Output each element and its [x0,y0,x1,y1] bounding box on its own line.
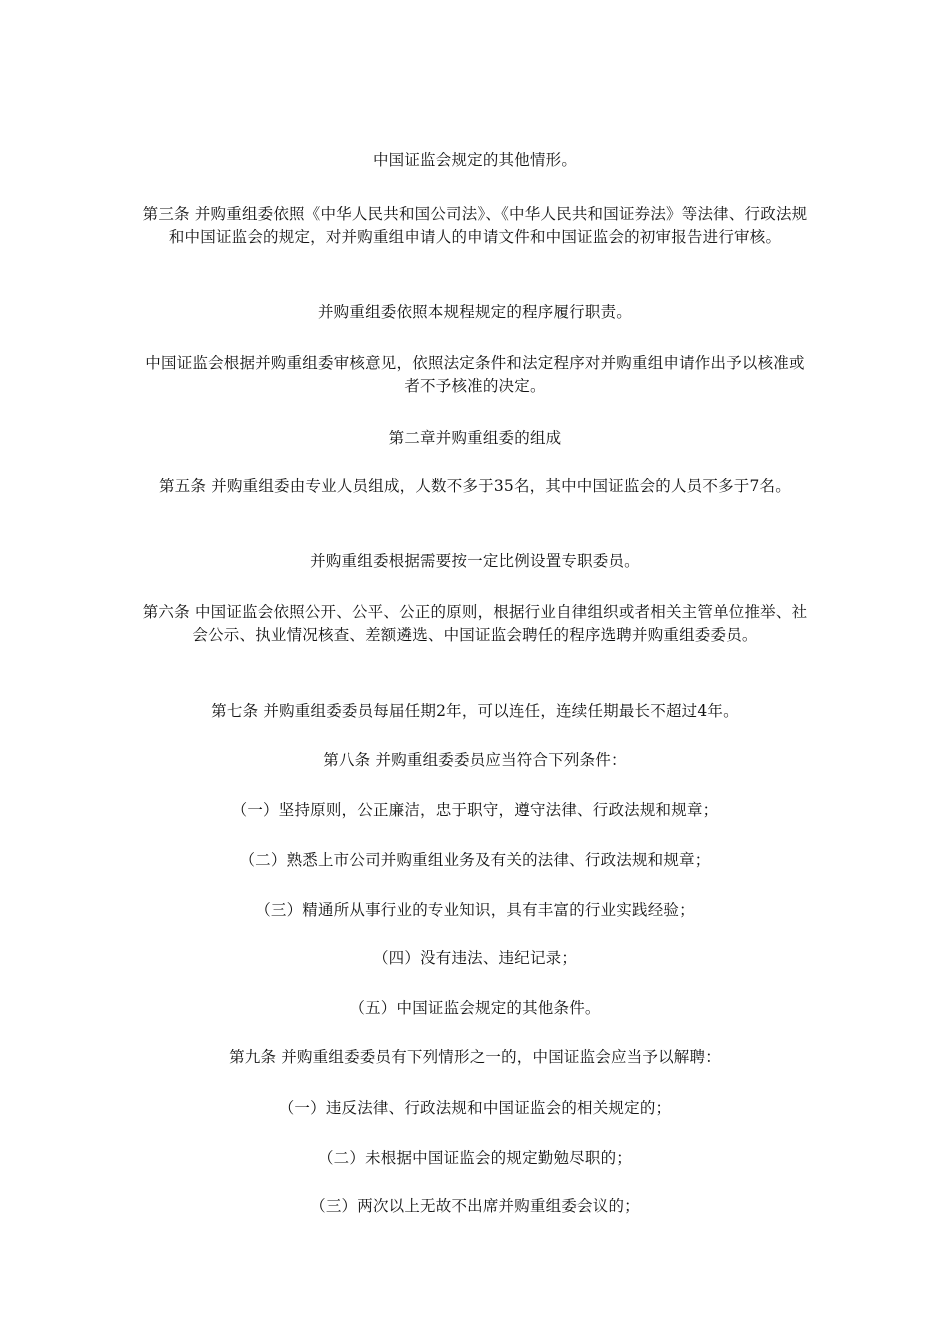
paragraph-csrc-decision: 中国证监会根据并购重组委审核意见，依照法定条件和法定程序对并购重组申请作出予以核准或者不予核准的决定。 [145,354,805,395]
list-item-condition-3: （三）精通所从事行业的专业知识，具有丰富的行业实践经验； [255,901,695,919]
list-item-condition-5: （五）中国证监会规定的其他条件。 [349,999,601,1017]
list-item-condition-1: （一）坚持原则，公正廉洁，忠于职守，遵守法律、行政法规和规章； [231,801,719,819]
paragraph-article-9: 第九条 并购重组委委员有下列情形之一的，中国证监会应当予以解聘： [229,1048,721,1066]
paragraph-article-7: 第七条 并购重组委委员每届任期2年，可以连任，连续任期最长不超过4年。 [211,702,739,720]
list-item-dismissal-3: （三）两次以上无故不出席并购重组委会议的； [310,1197,640,1215]
paragraph-article-3: 第三条 并购重组委依照《中华人民共和国公司法》、《中华人民共和国证券法》等法律、行政法规和中国证监会的规定，对并购重组申请人的申请文件和中国证监会的初审报告进行审核。 [142,205,808,246]
list-item-dismissal-2: （二）未根据中国证监会的规定勤勉尽职的； [317,1149,632,1167]
chapter-heading-2: 第二章并购重组委的组成 [388,429,562,447]
list-item-condition-4: （四）没有违法、违纪记录； [372,949,578,967]
paragraph-duty-procedure: 并购重组委依照本规程规定的程序履行职责。 [317,303,632,321]
list-item-dismissal-1: （一）违反法律、行政法规和中国证监会的相关规定的； [278,1099,672,1117]
paragraph-other-circumstances: 中国证监会规定的其他情形。 [372,151,578,169]
paragraph-article-5: 第五条 并购重组委由专业人员组成，人数不多于35名，其中中国证监会的人员不多于7名。 [159,477,791,495]
list-item-condition-2: （二）熟悉上市公司并购重组业务及有关的法律、行政法规和规章； [239,851,711,869]
paragraph-full-time-members: 并购重组委根据需要按一定比例设置专职委员。 [310,552,640,570]
paragraph-article-8: 第八条 并购重组委委员应当符合下列条件： [323,751,627,769]
paragraph-article-6: 第六条 中国证监会依照公开、公平、公正的原则，根据行业自律组织或者相关主管单位推举、社会公示、执业情况核查、差额遴选、中国证监会聘任的程序选聘并购重组委委员。 [142,603,808,644]
